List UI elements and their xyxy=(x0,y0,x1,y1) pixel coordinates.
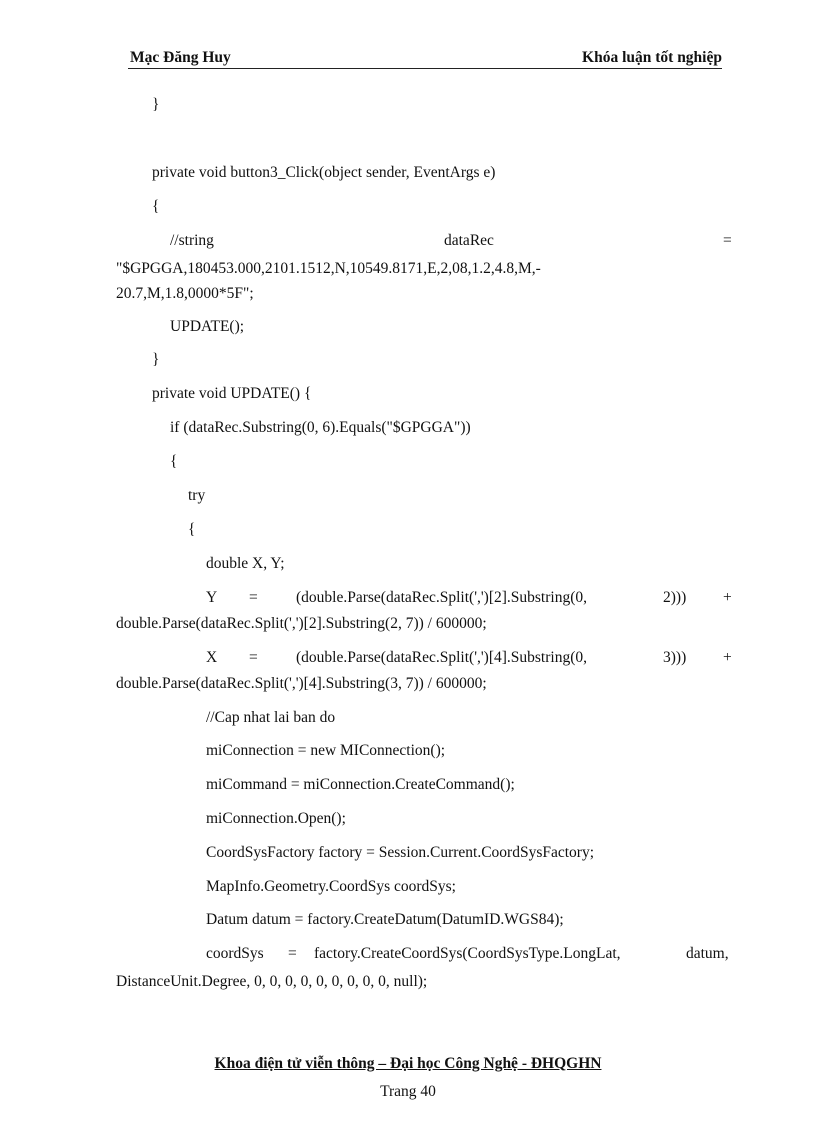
code-line: miCommand = miConnection.CreateCommand(); xyxy=(206,776,515,793)
code-line: miConnection = new MIConnection(); xyxy=(206,742,446,759)
code-line: MapInfo.Geometry.CoordSys coordSys; xyxy=(206,878,456,895)
code-line: CoordSysFactory factory = Session.Current.CoordSysFactory; xyxy=(206,844,595,861)
code-line: double.Parse(dataRec.Split(',')[2].Substring(2, 7)) / 600000; xyxy=(116,615,487,632)
code-line: miConnection.Open(); xyxy=(206,810,346,827)
code-line: Datum datum = factory.CreateDatum(DatumID.WGS84); xyxy=(206,911,564,928)
code-token: 3))) xyxy=(663,649,687,666)
header-author: Mạc Đăng Huy xyxy=(130,49,231,66)
code-token: //string xyxy=(170,232,214,249)
code-line: } xyxy=(152,96,160,113)
page-number: Trang 40 xyxy=(380,1083,436,1100)
code-token: + xyxy=(723,589,732,606)
code-line: } xyxy=(152,351,160,368)
code-token: = xyxy=(249,649,258,666)
code-line: private void UPDATE() { xyxy=(152,385,312,402)
code-token: factory.CreateCoordSys(CoordSysType.LongLat, xyxy=(314,945,621,962)
code-line: if (dataRec.Substring(0, 6).Equals("$GPGGA")) xyxy=(170,419,471,436)
page-header xyxy=(128,48,722,69)
code-line: private void button3_Click(object sender, EventArgs e) xyxy=(152,164,496,181)
footer-title: Khoa điện tử viễn thông – Đại học Công Nghệ - ĐHQGHN xyxy=(214,1055,602,1072)
code-token: datum, xyxy=(686,945,729,962)
code-token: = xyxy=(288,945,297,962)
code-line: "$GPGGA,180453.000,2101.1512,N,10549.8171,E,2,08,1.2,4.8,M,- xyxy=(116,260,541,277)
code-line: double X, Y; xyxy=(206,555,285,572)
code-token: dataRec xyxy=(444,232,494,249)
code-line: { xyxy=(170,453,178,470)
code-line: { xyxy=(152,198,160,215)
code-line: 20.7,M,1.8,0000*5F"; xyxy=(116,285,254,302)
code-line: UPDATE(); xyxy=(170,318,245,335)
code-line: { xyxy=(188,521,196,538)
code-token: 2))) xyxy=(663,589,687,606)
code-line: try xyxy=(188,487,206,504)
code-token: + xyxy=(723,649,732,666)
code-token: Y xyxy=(206,589,218,606)
code-token: (double.Parse(dataRec.Split(',')[2].Substring(0, xyxy=(296,589,587,606)
code-comment: //Cap nhat lai ban do xyxy=(206,709,336,726)
code-token: = xyxy=(723,232,732,249)
code-token: coordSys xyxy=(206,945,264,962)
header-doc-type: Khóa luận tốt nghiệp xyxy=(582,49,722,66)
code-line: DistanceUnit.Degree, 0, 0, 0, 0, 0, 0, 0, 0, 0, null); xyxy=(116,973,428,990)
code-token: X xyxy=(206,649,218,666)
code-token: = xyxy=(249,589,258,606)
code-token: (double.Parse(dataRec.Split(',')[4].Substring(0, xyxy=(296,649,587,666)
code-line: double.Parse(dataRec.Split(',')[4].Substring(3, 7)) / 600000; xyxy=(116,675,487,692)
